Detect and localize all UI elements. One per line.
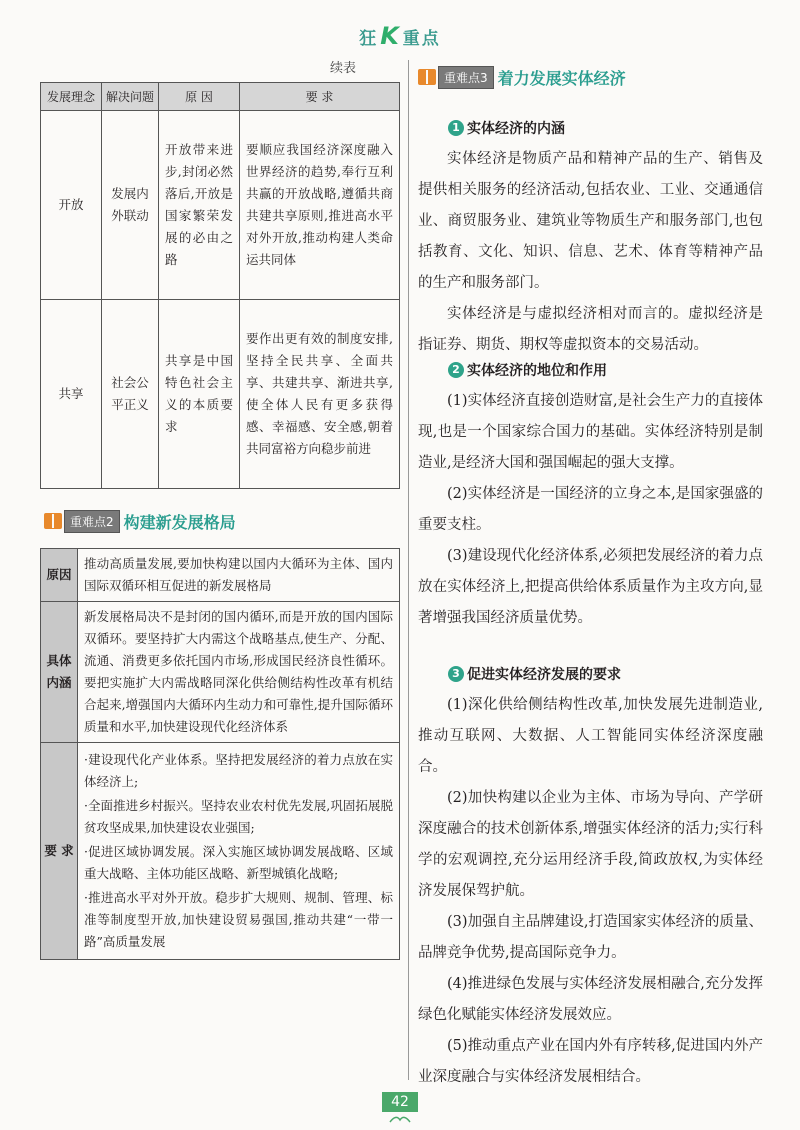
- cell-reason: 开放带来进步,封闭必然落后,开放是国家繁荣发展的必由之路: [159, 111, 240, 300]
- brand-pre: 狂: [359, 29, 379, 49]
- new-pattern-table: [40, 548, 400, 960]
- cell-reason: 共享是中国特色社会主义的本质要求: [159, 300, 240, 489]
- book-icon: [418, 69, 436, 85]
- right-block-1: [418, 144, 763, 361]
- col-concept: 发展理念: [41, 83, 102, 111]
- brand-k: K: [380, 22, 401, 50]
- col-reason: 原 因: [159, 83, 240, 111]
- table-row: [41, 549, 400, 602]
- paragraph: (4)推进绿色发展与实体经济发展相融合,充分发挥绿色化赋能实体经济发展效应。: [418, 976, 763, 1023]
- section-tag: 重难点2: [64, 510, 120, 533]
- paragraph: (2)加快构建以企业为主体、市场为导向、产学研深度融合的技术创新体系,增强实体经济的活力;实行科学的宏观调控,充分运用经济手段,简政放权,为实体经济发展保驾护航。: [418, 790, 763, 899]
- reason-text: 推动高质量发展,要加快构建以国内大循环为主体、国内国际双循环相互促进的新发展格局: [78, 549, 400, 602]
- subheading-2: [448, 360, 607, 380]
- paragraph: (3)建设现代化经济体系,必须把发展经济的着力点放在实体经济上,把提高供给体系质量作为主攻方向,显著增强我国经济质量优势。: [418, 548, 763, 626]
- cell-concept: 开放: [41, 111, 102, 300]
- list-item: ·建设现代化产业体系。坚持把发展经济的着力点放在实体经济上;: [84, 752, 393, 789]
- req-list: [78, 743, 400, 960]
- section-title: 着力发展实体经济: [497, 68, 626, 88]
- cell-req: 要顺应我国经济深度融入世界经济的趋势,奉行互利共赢的开放战略,遵循共商共建共享原则,推进高水平对外开放,推动构建人类命运共同体: [240, 111, 400, 300]
- list-item: ·推进高水平对外开放。稳步扩大规则、规制、管理、标准等制度型开放,加快建设贸易强国,推动共建“一带一路”高质量发展: [84, 890, 393, 949]
- label-req: 要 求: [41, 743, 78, 960]
- brand-header: [0, 22, 800, 50]
- brand-post: 重点: [402, 29, 441, 49]
- paragraph: (1)深化供给侧结构性改革,加快发展先进制造业,推动互联网、大数据、人工智能同实体经济深度融合。: [418, 697, 763, 775]
- paragraph: 实体经济是物质产品和精神产品的生产、销售及提供相关服务的经济活动,包括农业、工业、交通通信业、商贸服务业、建筑业等物质生产和服务部门,也包括教育、文化、知识、信息、艺术、体育等精神产品的生产和服务部门。: [418, 151, 763, 291]
- subheading-text: 促进实体经济发展的要求: [467, 667, 621, 683]
- number-badge: 2: [448, 362, 464, 378]
- book-icon: [44, 513, 62, 529]
- label-reason: 原因: [41, 549, 78, 602]
- table-row: [41, 743, 400, 960]
- column-divider: [408, 60, 409, 1080]
- page-number: 42: [382, 1092, 418, 1112]
- label-content: 具体内涵: [41, 602, 78, 743]
- content-text: 新发展格局决不是封闭的国内循环,而是开放的国内国际双循环。要坚持扩大内需这个战略基点,使生产、分配、流通、消费更多依托国内市场,形成国民经济良性循环。要把实施扩大内需战略同深化供给侧结构性改革有机结合起来,增强国内大循环内生动力和可靠性,提升国际循环质量和水平,加快建设现代化经济体系: [78, 602, 400, 743]
- right-block-3: [418, 690, 763, 1093]
- section-tag: 重难点3: [438, 66, 494, 89]
- col-problem: 解决问题: [102, 83, 159, 111]
- subheading-text: 实体经济的地位和作用: [467, 363, 607, 379]
- paragraph: (3)加强自主品牌建设,打造国家实体经济的质量、品牌竞争优势,提高国际竞争力。: [418, 914, 763, 961]
- list-item: ·全面推进乡村振兴。坚持农业农村优先发展,巩固拓展脱贫攻坚成果,加快建设农业强国;: [84, 798, 393, 835]
- number-badge: 3: [448, 666, 464, 682]
- cell-problem: 发展内外联动: [102, 111, 159, 300]
- table-row: [41, 300, 400, 489]
- number-badge: 1: [448, 120, 464, 136]
- leaf-ornament-icon: [388, 1114, 412, 1124]
- paragraph: (2)实体经济是一国经济的立身之本,是国家强盛的重要支柱。: [418, 486, 763, 533]
- col-req: 要 求: [240, 83, 400, 111]
- paragraph: 实体经济是与虚拟经济相对而言的。虚拟经济是指证券、期货、期权等虚拟资本的交易活动。: [418, 306, 763, 353]
- paragraph: (5)推动重点产业在国内外有序转移,促进国内外产业深度融合与实体经济发展相结合。: [418, 1038, 763, 1085]
- table-row: [41, 602, 400, 743]
- subheading-1: [448, 118, 565, 138]
- paragraph: (1)实体经济直接创造财富,是社会生产力的直接体现,也是一个国家综合国力的基础。实体经济特别是制造业,是经济大国和强国崛起的强大支撑。: [418, 393, 763, 471]
- development-table: [40, 82, 400, 489]
- table-row: [41, 111, 400, 300]
- right-block-2: [418, 386, 763, 634]
- continued-label: 续表: [330, 61, 357, 76]
- section-title: 构建新发展格局: [123, 512, 236, 532]
- subheading-text: 实体经济的内涵: [467, 121, 565, 137]
- cell-concept: 共享: [41, 300, 102, 489]
- list-item: ·促进区域协调发展。深入实施区域协调发展战略、区域重大战略、主体功能区战略、新型城镇化战略;: [84, 844, 393, 881]
- cell-problem: 社会公平正义: [102, 300, 159, 489]
- section-3-heading: [418, 66, 626, 88]
- section-2-heading: [44, 510, 236, 532]
- subheading-3: [448, 664, 621, 684]
- cell-req: 要作出更有效的制度安排,坚持全民共享、全面共享、共建共享、渐进共享,使全体人民有更多获得感、幸福感、安全感,朝着共同富裕方向稳步前进: [240, 300, 400, 489]
